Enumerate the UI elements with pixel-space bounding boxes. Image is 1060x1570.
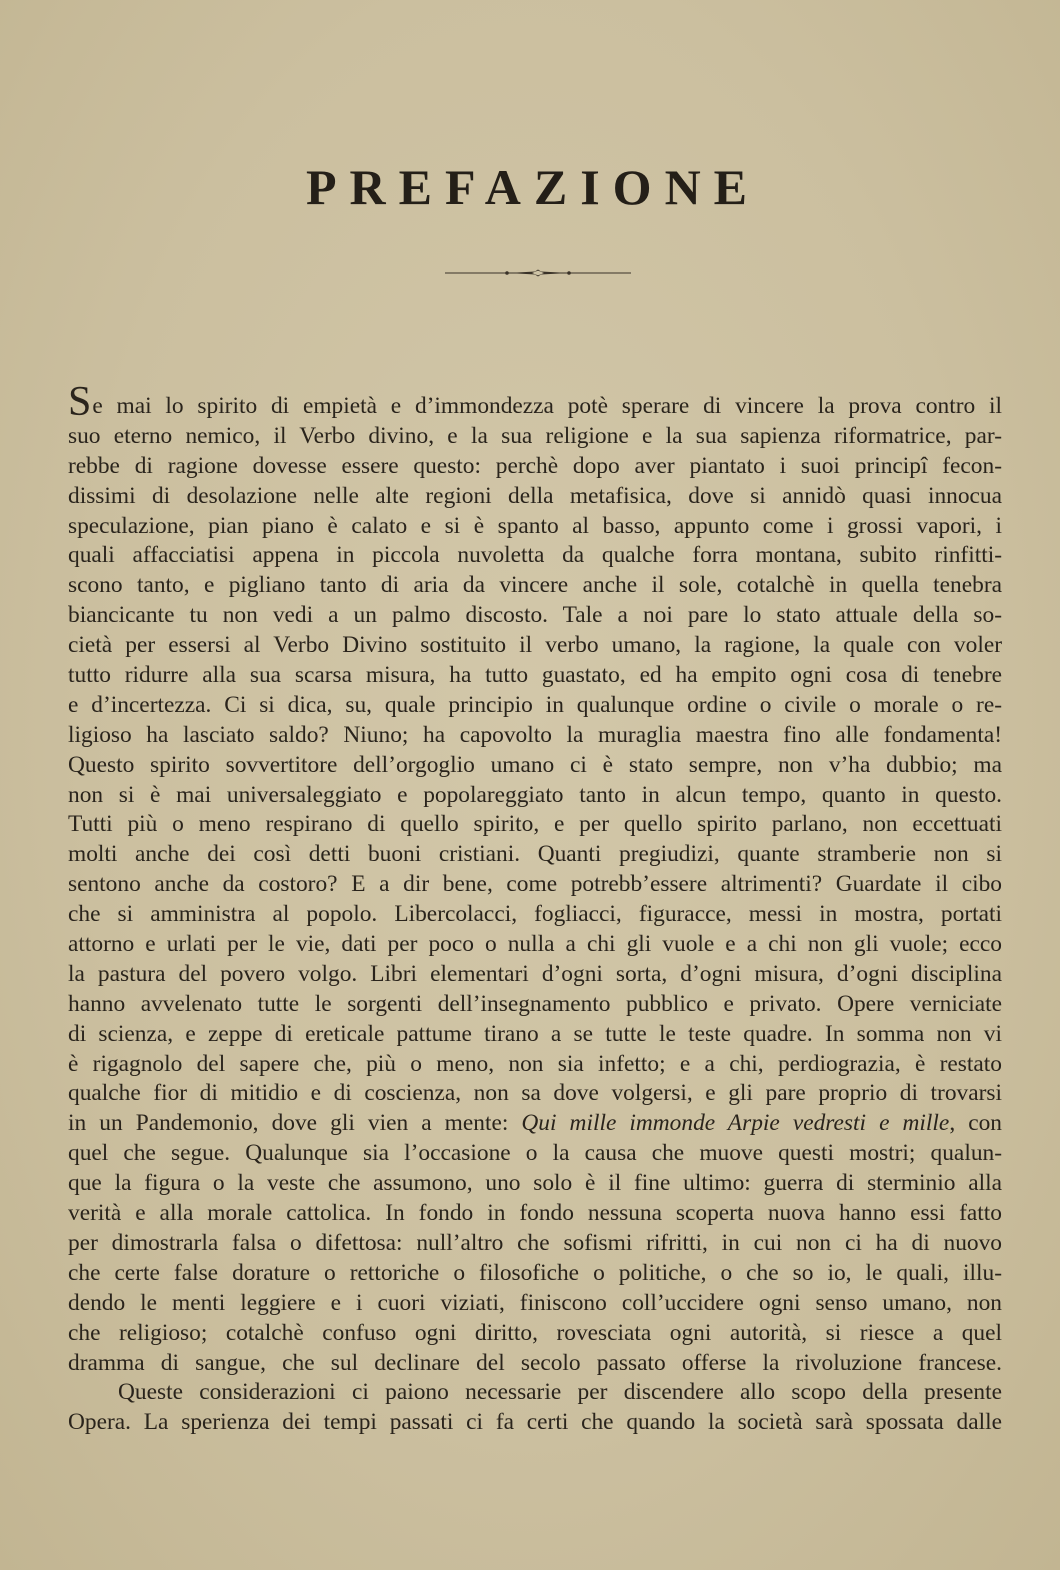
text-line: tutto ridurre alla sua scarsa misura, ha tutto guastato, ed ha empito ogni cosa di tenebre xyxy=(68,662,1002,689)
text-line: la pastura del povero volgo. Libri elementari d’ogni sorta, d’ogni misura, d’ogni disciplina xyxy=(68,960,1002,987)
text-line: suo eterno nemico, il Verbo divino, e la sua religione e la sua sapienza riformatrice, par- xyxy=(68,422,1002,449)
text-line: qualche fior di mitidio e di coscienza, non sa dove volgersi, e gli pare proprio di trovarsi xyxy=(68,1080,1002,1107)
text-line: è rigagnolo del sapere che, più o meno, non sia infetto; e a chi, perdiograzia, è restato xyxy=(68,1050,1002,1077)
drop-cap: S xyxy=(68,379,92,425)
text-line: que la figura o la veste che assumono, uno solo è il fine ultimo: guerra di sterminio alla xyxy=(68,1170,1002,1197)
text-line xyxy=(68,379,1002,425)
text-line: scono tanto, e pigliano tanto di aria da vincere anche il sole, cotalchè in quella tenebra xyxy=(68,572,1002,599)
text-line: Opera. La sperienza dei tempi passati ci fa certi che quando la società sarà spossata dalle xyxy=(68,1409,1002,1436)
page-title: PREFAZIONE xyxy=(305,159,761,215)
quote-lead: in un Pandemonio, dove gli vien a mente: xyxy=(68,1110,522,1137)
text-line: quel che segue. Qualunque sia l’occasione o la causa che muove questi mostri; qualun- xyxy=(68,1140,1002,1167)
quote-tail: , con xyxy=(949,1110,1003,1137)
ornamental-rule-icon xyxy=(445,266,631,280)
italic-quotation: Qui mille immonde Arpie vedresti e mille xyxy=(521,1110,950,1137)
text-line: Questo spirito sovvertitore dell’orgoglio umano ci è stato sempre, non v’ha dubbio; ma xyxy=(68,751,1002,778)
text-line-quote xyxy=(68,1109,1002,1139)
text-line: sentono anche da costoro? E a dir bene, come potrebb’essere altrimenti? Guardate il cibo xyxy=(68,871,1002,898)
text-line: verità e alla morale cattolica. In fondo in fondo nessuna scoperta nuova hanno essi fatto xyxy=(68,1200,1002,1227)
text-line: molti anche dei così detti buoni cristiani. Quanti pregiudizi, quante stramberie non si xyxy=(68,841,1002,868)
paragraph-2 xyxy=(68,1378,1002,1438)
text-line: che certe false dorature o rettoriche o filosofiche o politiche, o che so io, le quali, illu- xyxy=(68,1259,1002,1286)
text-line: rebbe di ragione dovesse essere questo: perchè dopo aver piantato i suoi principî fecon- xyxy=(68,452,1002,479)
text-line: ligioso ha lasciato saldo? Niuno; ha capovolto la muraglia maestra fino alle fondamenta! xyxy=(68,721,1002,748)
text-line: attorno e urlati per le vie, dati per poco o nulla a chi gli vuole e a chi non gli vuole; ecco xyxy=(68,931,1002,958)
text-line: quali affacciatisi appena in piccola nuvoletta da qualche forra montana, subito rinfitti- xyxy=(68,542,1002,569)
text-line: Tutti più o meno respirano di quello spirito, e per quello spirito parlano, non eccettuati xyxy=(68,811,1002,838)
text-line: di scienza, e zeppe di ereticale pattume tirano a se tutte le teste quadre. In somma non vi xyxy=(68,1020,1002,1047)
text-line: dendo le menti leggiere e i cuori viziati, finiscono coll’uccidere ogni senso umano, non xyxy=(68,1289,1002,1316)
text-line: speculazione, pian piano è calato e si è spanto al basso, appunto come i grossi vapori, i xyxy=(68,512,1002,539)
text-line: e d’incertezza. Ci si dica, su, quale principio in qualunque ordine o civile o morale o re- xyxy=(68,691,1002,718)
text-line: hanno avvelenato tutte le sorgenti dell’insegnamento pubblico e privato. Opere verniciate xyxy=(68,990,1002,1017)
text-line: dissimi di desolazione nelle alte regioni della metafisica, dove si annidò quasi innocua xyxy=(68,482,1002,509)
text-line: cietà per essersi al Verbo Divino sostituito il verbo umano, la ragione, la quale con voler xyxy=(68,632,1002,659)
text-line-content: e mai lo spirito di empietà e d’immondezza potè sperare di vincere la prova contro il xyxy=(92,393,1002,419)
preface-text xyxy=(68,379,1003,1438)
text-line: per dimostrarla falsa o difettosa: null’altro che sofismi rifritti, in cui non ci ha di nuovo xyxy=(68,1229,1002,1256)
text-line: non si è mai universaleggiato e popolareggiato tanto in alcun tempo, quanto in questo. xyxy=(68,781,1002,808)
text-line: biancicante tu non vedi a un palmo discosto. Tale a noi pare lo stato attuale della so- xyxy=(68,602,1002,629)
text-line: che si amministra al popolo. Libercolacci, fogliacci, figuracce, messi in mostra, portati xyxy=(68,901,1002,928)
text-line: dramma di sangue, che sul declinare del secolo passato offerse la rivoluzione francese. xyxy=(68,1349,1002,1376)
paragraph-1 xyxy=(68,379,1003,1378)
text-line: Queste considerazioni ci paiono necessarie per discendere allo scopo della presente xyxy=(118,1379,1002,1406)
text-line: che religioso; cotalchè confuso ogni diritto, rovesciata ogni autorità, si riesce a quel xyxy=(68,1319,1002,1346)
